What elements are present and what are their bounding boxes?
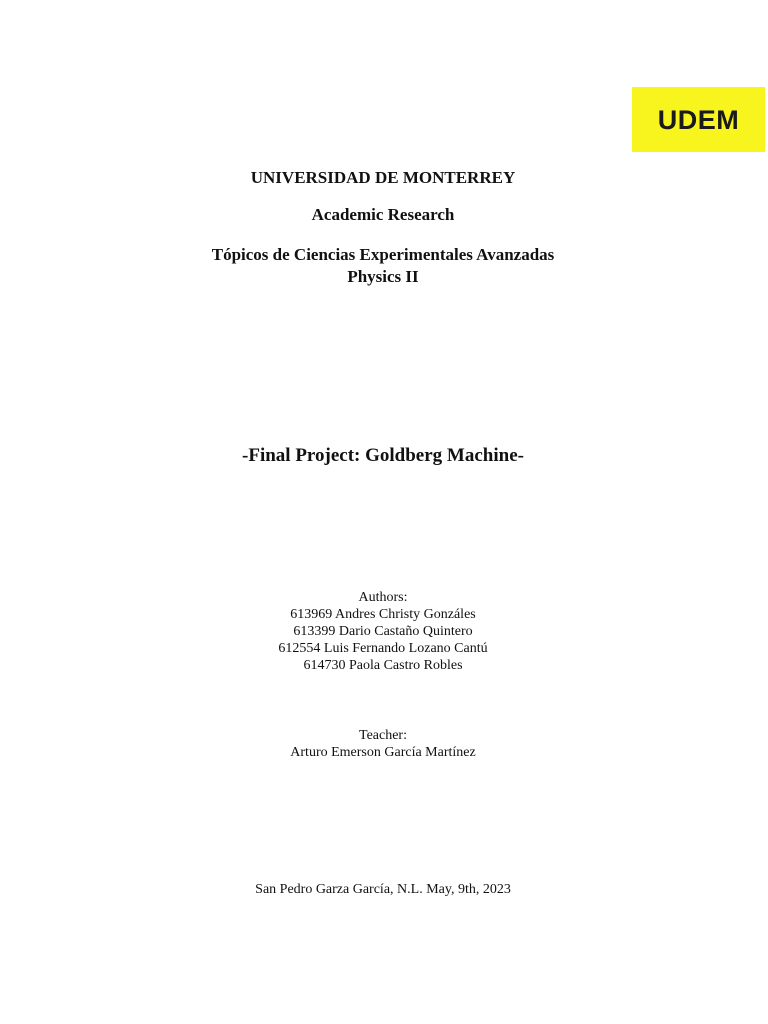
teacher-name: Arturo Emerson García Martínez [290, 745, 476, 760]
course-subtitle: Physics II [347, 267, 419, 286]
project-title: -Final Project: Goldberg Machine- [242, 445, 524, 466]
logo-text: UDEM [657, 104, 740, 135]
teacher-label: Teacher: [359, 728, 407, 743]
research-type: Academic Research [311, 205, 455, 224]
place-date: San Pedro Garza García, N.L. May, 9th, 2023 [255, 882, 511, 897]
author-item: 613969 Andres Christy Gonzáles [290, 607, 476, 622]
university-name: UNIVERSIDAD DE MONTERREY [250, 168, 516, 187]
author-item: 612554 Luis Fernando Lozano Cantú [278, 641, 488, 656]
author-item: 613399 Dario Castaño Quintero [293, 624, 473, 639]
author-item: 614730 Paola Castro Robles [303, 658, 463, 673]
authors-section [0, 589, 766, 674]
teacher-section [0, 727, 766, 761]
udem-logo [632, 87, 765, 152]
authors-label: Authors: [358, 590, 408, 605]
course-title: Tópicos de Ciencias Experimentales Avanzadas [211, 245, 555, 264]
